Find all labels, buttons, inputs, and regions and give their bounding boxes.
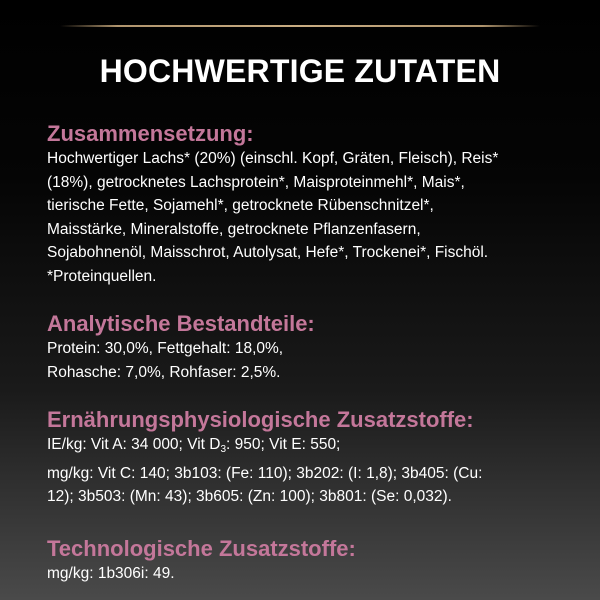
text-line: 12); 3b503: (Mn: 43); 3b605: (Zn: 100); 3b801: (Se: 0,032). xyxy=(47,488,452,505)
subscript: 3 xyxy=(220,444,227,455)
top-divider-line xyxy=(60,25,540,27)
text-line xyxy=(47,433,567,462)
section-heading: Ernährungsphysiologische Zusatzstoffe: xyxy=(47,407,474,432)
text-line: *Proteinquellen. xyxy=(47,267,157,285)
text-line: tierische Fette, Sojamehl*, getrocknete Rübenschnitzel*, xyxy=(47,197,434,214)
section-body xyxy=(47,337,567,384)
section-nutritional-additives xyxy=(47,407,567,509)
section-composition xyxy=(47,121,567,288)
text-line: Hochwertiger Lachs* (20%) (einschl. Kopf, Gräten, Fleisch), Reis* xyxy=(47,150,499,167)
text-line: mg/kg: Vit C: 140; 3b103: (Fe: 110); 3b202: (I: 1,8); 3b405: (Cu: xyxy=(47,464,483,482)
page-title: HOCHWERTIGE ZUTATEN xyxy=(99,53,501,89)
text-line: Maisstärke, Mineralstoffe, getrocknete Pflanzenfasern, xyxy=(47,220,421,238)
text-fragment: IE/kg: Vit A: 34 000; Vit D xyxy=(47,436,221,453)
section-body xyxy=(47,433,567,509)
text-line: (18%), getrocknetes Lachsprotein*, Maisproteinmehl*, Mais*, xyxy=(47,173,465,191)
text-fragment: : 950; Vit E: 550; xyxy=(226,436,341,453)
text-line: Rohasche: 7,0%, Rohfaser: 2,5%. xyxy=(47,363,281,381)
section-technological-additives xyxy=(47,536,567,586)
text-line: mg/kg: 1b306i: 49. xyxy=(47,565,175,582)
text-line: Sojabohnenöl, Maisschrot, Autolysat, Hefe*, Trockenei*, Fischöl. xyxy=(47,244,489,261)
text-line: Protein: 30,0%, Fettgehalt: 18,0%, xyxy=(47,340,284,357)
section-analytical-constituents xyxy=(47,311,567,384)
section-heading: Zusammensetzung: xyxy=(47,121,254,146)
section-heading: Technologische Zusatzstoffe: xyxy=(47,536,356,561)
section-body xyxy=(47,562,567,586)
section-heading: Analytische Bestandteile: xyxy=(47,311,315,336)
section-body xyxy=(47,147,567,288)
